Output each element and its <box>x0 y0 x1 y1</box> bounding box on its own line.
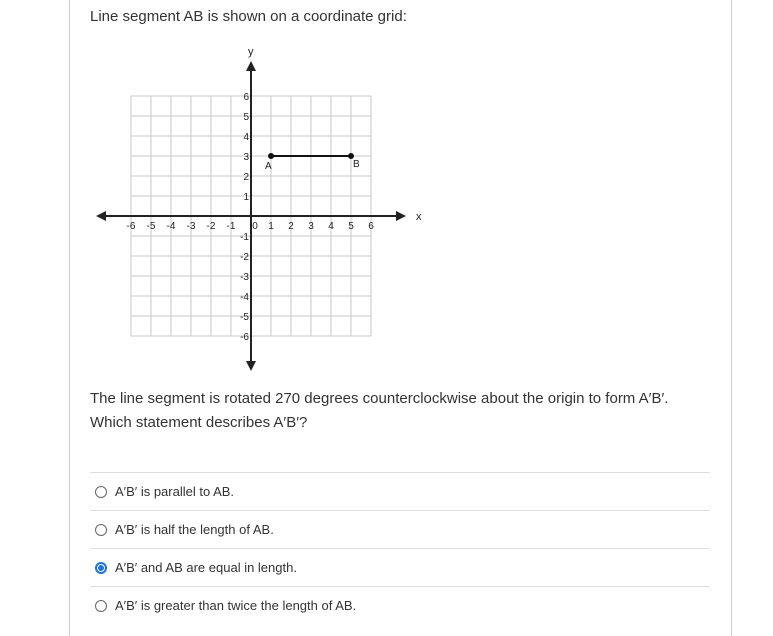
y-axis-arrow-up <box>246 61 256 71</box>
x-tick-label: -6 <box>126 221 136 232</box>
question-intro: Line segment AB is shown on a coordinate grid: <box>90 8 407 25</box>
choice-1[interactable] <box>90 472 710 510</box>
y-tick-label: -6 <box>240 332 249 343</box>
segment-ab <box>265 153 360 172</box>
choice-2[interactable] <box>90 510 710 548</box>
x-axis-arrow-left <box>96 211 106 221</box>
y-tick-label: -1 <box>240 232 249 243</box>
radio-button[interactable] <box>95 524 107 536</box>
x-axis-label: x <box>416 211 422 223</box>
radio-button[interactable] <box>95 600 107 612</box>
point-b-label: B <box>353 159 360 170</box>
y-tick-label: 4 <box>243 132 249 143</box>
question-prompt: Which statement describes A′B′? <box>90 414 308 431</box>
y-tick-label: -4 <box>240 292 249 303</box>
y-tick-label: -5 <box>240 312 249 323</box>
choice-label: A′B′ and AB are equal in length. <box>115 560 297 575</box>
radio-button[interactable] <box>95 562 107 574</box>
y-axis-arrow-down <box>246 361 256 371</box>
point-a-label: A <box>265 161 272 172</box>
y-tick-label: 2 <box>243 172 249 183</box>
axes <box>96 46 422 371</box>
x-tick-label: -1 <box>226 221 236 232</box>
x-tick-label: 5 <box>348 221 354 232</box>
x-tick-label: 2 <box>288 221 294 232</box>
y-tick-label: -2 <box>240 252 249 263</box>
choice-label: A′B′ is half the length of AB. <box>115 522 274 537</box>
y-tick-label: -3 <box>240 272 249 283</box>
x-tick-label: 3 <box>308 221 314 232</box>
y-tick-label: 5 <box>243 112 249 123</box>
radio-button[interactable] <box>95 486 107 498</box>
y-tick-label: 3 <box>243 152 249 163</box>
question-text: The line segment is rotated 270 degrees counterclockwise about the origin to form A′B′. <box>90 390 669 407</box>
y-axis-label: y <box>248 46 254 58</box>
choice-label: A′B′ is greater than twice the length of AB. <box>115 598 357 613</box>
coordinate-grid <box>86 36 436 376</box>
x-tick-label: -5 <box>146 221 156 232</box>
y-tick-label: 6 <box>243 92 249 103</box>
x-tick-label: 1 <box>268 221 274 232</box>
origin-label: 0 <box>252 221 258 232</box>
x-tick-label: -3 <box>186 221 196 232</box>
x-tick-label: 4 <box>328 221 334 232</box>
y-tick-label: 1 <box>243 192 249 203</box>
point-a <box>268 153 274 159</box>
answer-choices <box>90 472 710 624</box>
choice-4[interactable] <box>90 586 710 624</box>
x-tick-label: -4 <box>166 221 176 232</box>
x-axis-arrow-right <box>396 211 406 221</box>
choice-3[interactable] <box>90 548 710 586</box>
x-tick-label: 6 <box>368 221 374 232</box>
choice-label: A′B′ is parallel to AB. <box>115 484 235 499</box>
x-tick-label: -2 <box>206 221 216 232</box>
